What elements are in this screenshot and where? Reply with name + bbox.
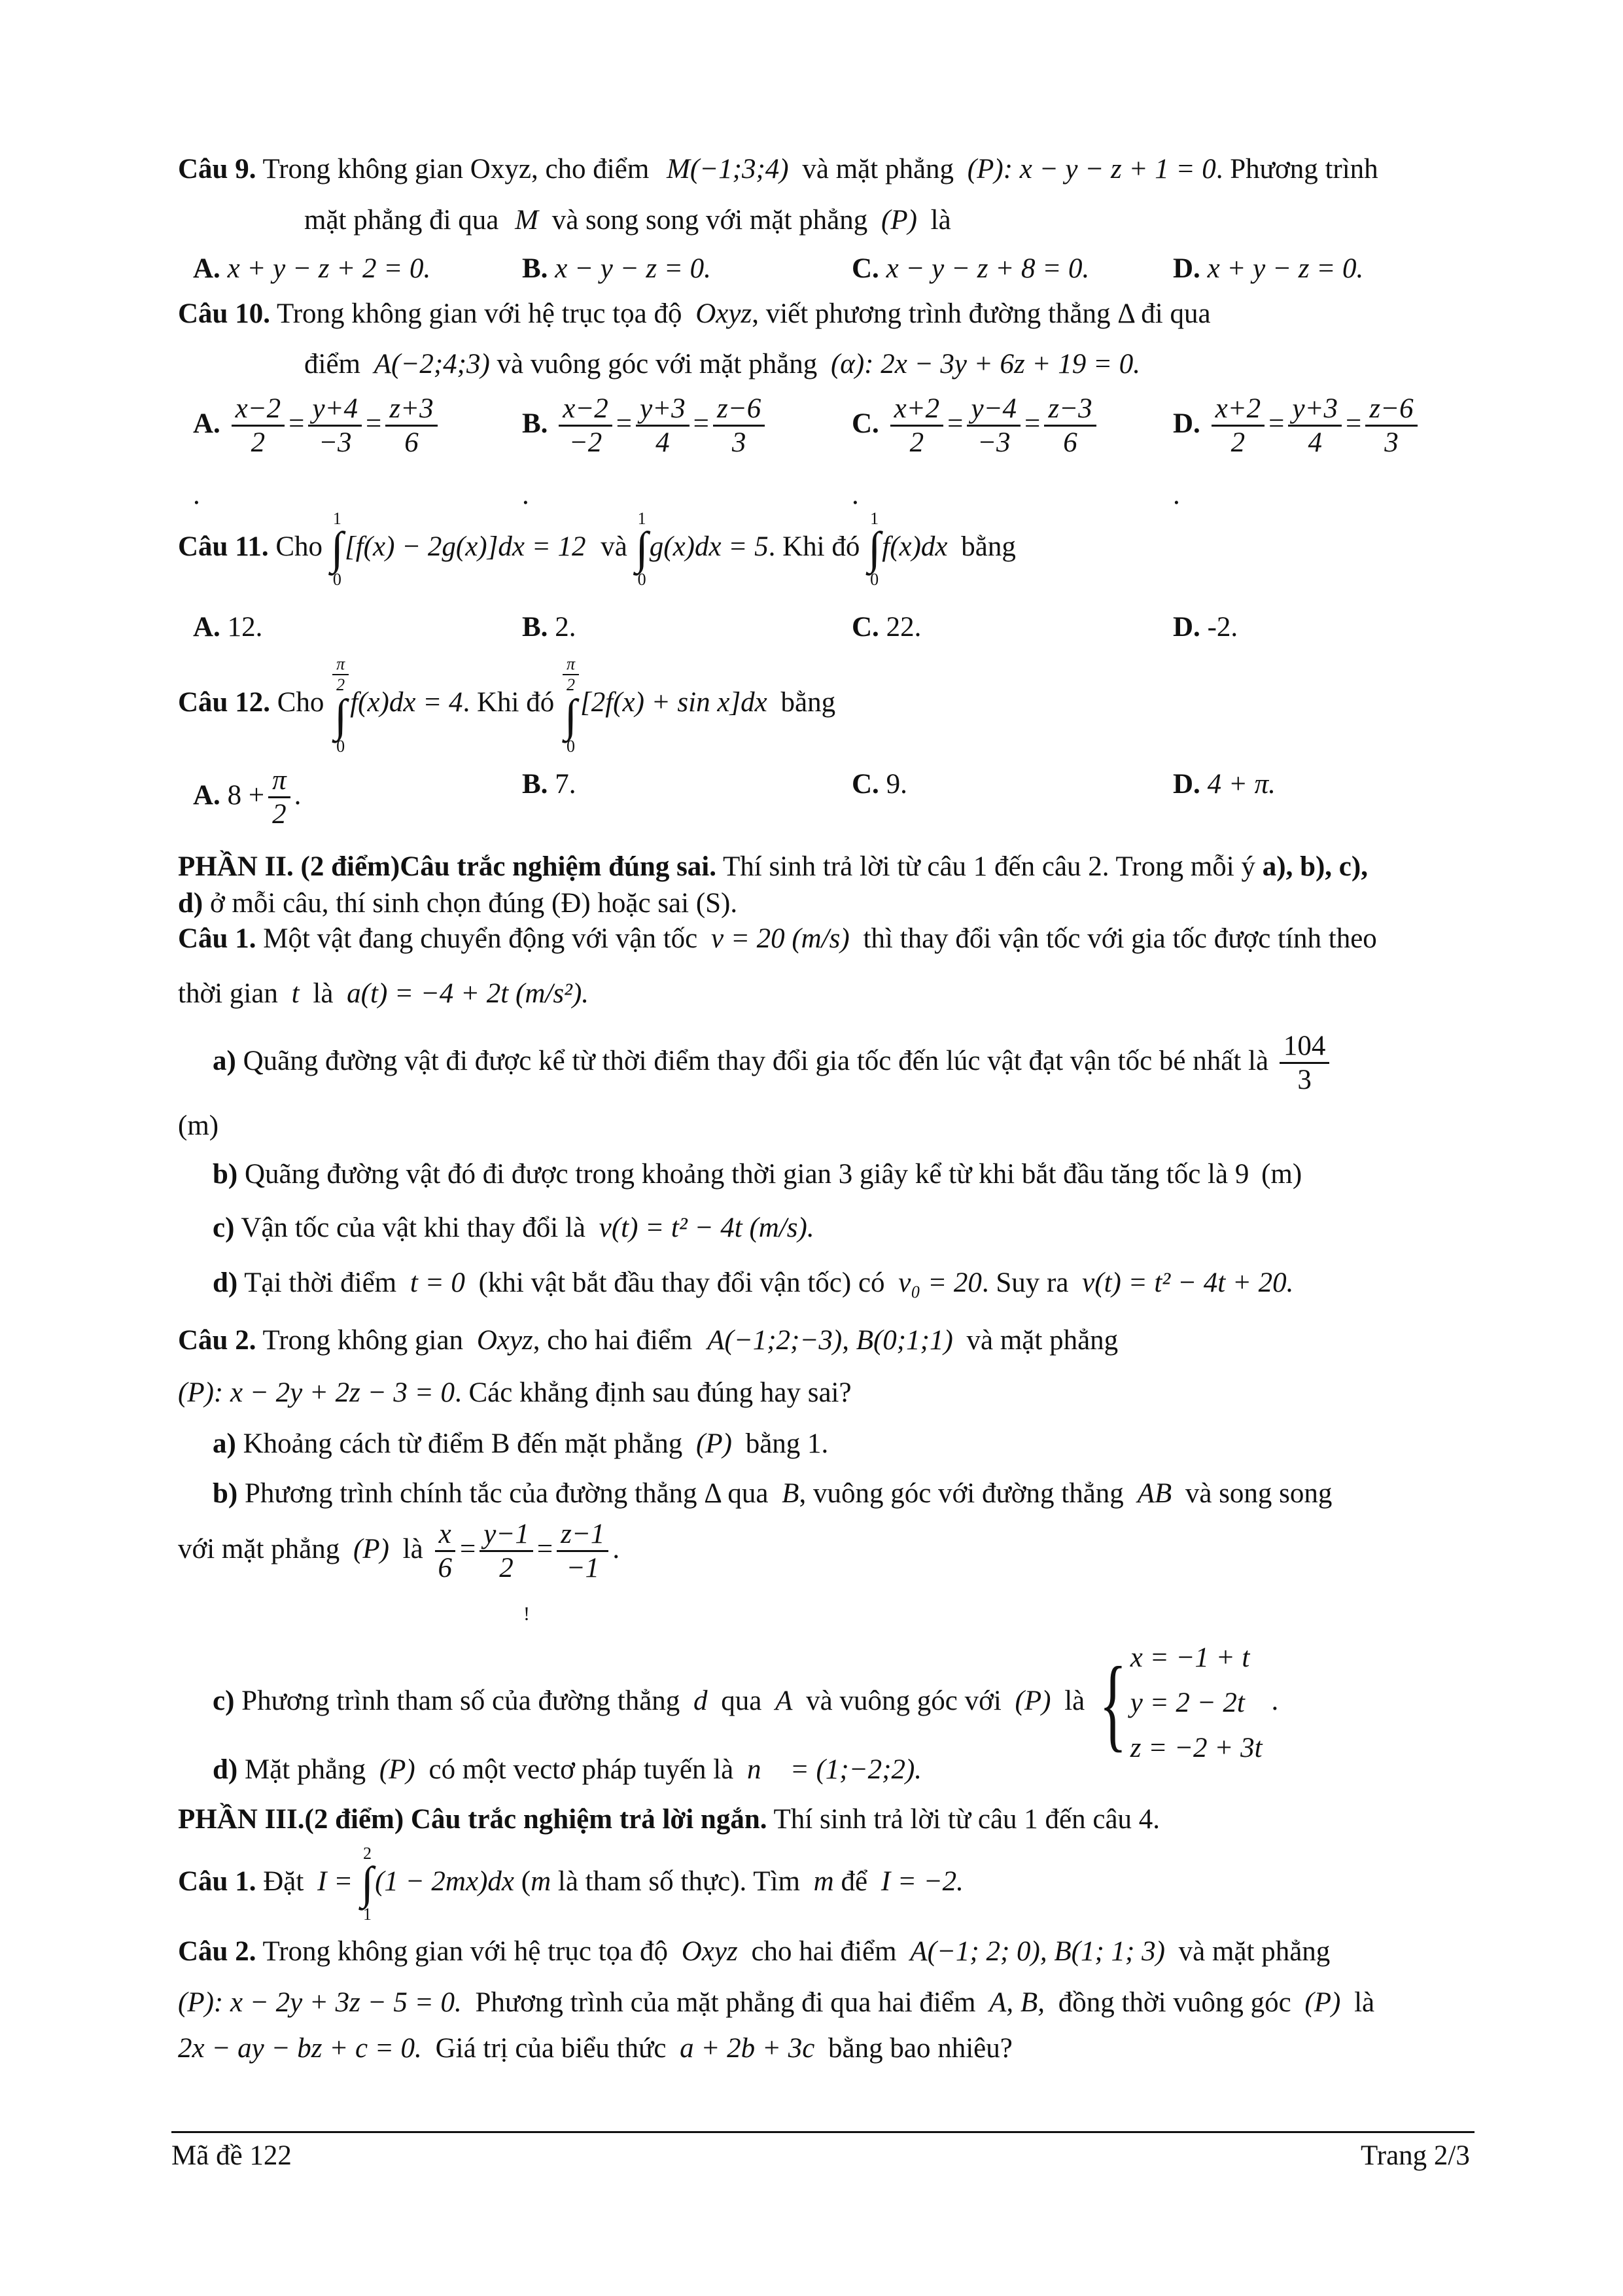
- q11-option-d: D. -2.: [1173, 612, 1238, 643]
- p3c2-line1: Câu 2. Trong không gian với hệ trục tọa độ Oxyz cho hai điểm A(−1; 2; 0), B(1; 1; 3) và mặt phẳng: [178, 1936, 1331, 1967]
- q9-line2: mặt phẳng đi qua M và song song với mặt phẳng (P) là: [304, 205, 951, 236]
- p3c1: Câu 1. Đặt I = 2 ∫ 1 (1 − 2mx)dx (m là tham số thực). Tìm m để I = −2.: [178, 1844, 964, 1924]
- p2c2-a: a) Khoảng cách từ điểm B đến mặt phẳng (P) bằng 1.: [213, 1428, 829, 1459]
- p2c2-line1: Câu 2. Trong không gian Oxyz, cho hai điểm A(−1;2;−3), B(0;1;1) và mặt phẳng: [178, 1325, 1119, 1356]
- q9-option-c: C. x − y − z + 8 = 0.: [852, 253, 1090, 284]
- p2c1-line1: Câu 1. Một vật đang chuyển động với vận tốc v = 20 (m/s) thì thay đổi vận tốc với gia tốc được tính theo: [178, 923, 1377, 954]
- p3c2-line2: (P): x − 2y + 3z − 5 = 0. Phương trình của mặt phẳng đi qua hai điểm A, B, đồng thời vuông góc (P) là: [178, 1987, 1375, 2018]
- p2c1-c: c) Vận tốc của vật khi thay đổi là v(t) = t² − 4t (m/s).: [213, 1212, 814, 1243]
- p2c1-b: b) Quãng đường vật đó đi được trong khoảng thời gian 3 giây kể từ khi bắt đầu tăng tốc là 9 (m): [213, 1159, 1302, 1190]
- part2-title-line: PHẦN II. (2 điểm)Câu trắc nghiệm đúng sai. Thí sinh trả lời từ câu 1 đến câu 2. Trong mỗi ý a), b), c),: [178, 851, 1368, 882]
- q11-option-c: C. 22.: [852, 612, 922, 643]
- part2-title-line2: d) ở mỗi câu, thí sinh chọn đúng (Đ) hoặc sai (S).: [178, 888, 738, 919]
- part3-title-line: PHẦN III.(2 điểm) Câu trắc nghiệm trả lời ngắn. Thí sinh trả lời từ câu 1 đến câu 4.: [178, 1804, 1161, 1835]
- part2-title: PHẦN II. (2 điểm)Câu trắc nghiệm đúng sai.: [178, 851, 717, 882]
- q9-option-b: B. x − y − z = 0.: [522, 253, 711, 284]
- q10-line2: điểm A(−2;4;3) và vuông góc với mặt phẳng (α): 2x − 3y + 6z + 19 = 0.: [304, 349, 1140, 380]
- q10-line1: Câu 10. Trong không gian với hệ trục tọa độ Oxyz, viết phương trình đường thẳng Δ đi qua: [178, 298, 1211, 329]
- q9-option-d: D. x + y − z = 0.: [1173, 253, 1364, 284]
- q12-option-d: D. 4 + π.: [1173, 769, 1276, 800]
- q9-head: Câu 9.: [178, 154, 256, 185]
- p3c2-line3: 2x − ay − bz + c = 0. Giá trị của biểu thức a + 2b + 3c bằng bao nhiêu?: [178, 2033, 1013, 2064]
- footer-code: Mã đề 122: [171, 2140, 292, 2171]
- p2c1-d: d) Tại thời điểm t = 0 (khi vật bắt đầu thay đổi vận tốc) có v₀ = 20. Suy ra v(t) = t² − 4t + 20.: [213, 1267, 1294, 1298]
- p2c1-a: a) Quãng đường vật đi được kể từ thời điểm thay đổi gia tốc đến lúc vật đạt vận tốc bé nhất là $\frac{104}{3}$: [213, 1030, 1333, 1097]
- footer-rule: [171, 2131, 1475, 2133]
- p2c2-c: c) Phương trình tham số của đường thẳng d qua A và vuông góc với (P) là { x = −1 + t y = 2 − 2t z = −2 + 3t .: [213, 1642, 1279, 1763]
- stray-mark: !: [523, 1603, 530, 1625]
- q10-dot-c: .: [852, 480, 859, 510]
- q11-line1: Câu 11. Cho 1 ∫ 0 [f(x) − 2g(x)]dx = 12 và 1 ∫ 0 g(x)dx = 5. Khi đó 1 ∫ 0 f(x)dx bằng: [178, 509, 1016, 589]
- p2c1-line2: thời gian t là a(t) = −4 + 2t (m/s²).: [178, 978, 589, 1009]
- q12-option-a: A. 8 + $\frac{\pi}{2}$ .: [193, 765, 302, 830]
- q12-option-c: C. 9.: [852, 769, 907, 800]
- q10-dot-d: .: [1173, 480, 1180, 510]
- p2c2-b: b) Phương trình chính tắc của đường thẳng Δ qua B, vuông góc với đường thẳng AB và song song: [213, 1478, 1333, 1509]
- part3-title: PHẦN III.(2 điểm) Câu trắc nghiệm trả lời ngắn.: [178, 1804, 767, 1835]
- q10-option-c: C. $\frac{x+2}{2}$ = $\frac{y-4}{-3}$ = $\frac{z-3}{6}$: [852, 393, 1100, 459]
- q12-line1: Câu 12. Cho $\frac{\pi}{2}$ ∫ 0 f(x)dx = 4. Khi đó $\frac{\pi}{2}$ ∫ 0 [2f(x) + sin x]dx bằng: [178, 654, 836, 756]
- q12-option-b: B. 7.: [522, 769, 576, 800]
- footer-page: Trang 2/3: [1361, 2140, 1470, 2171]
- p2c2-b-line2: với mặt phẳng (P) là $\frac{x}{6}$ = $\frac{y-1}{2}$ = $\frac{z-1}{-1}$ .: [178, 1519, 620, 1584]
- q10-option-b: B. $\frac{x-2}{-2}$ = $\frac{y+3}{4}$ = $\frac{z-6}{3}$: [522, 393, 769, 459]
- q11-option-b: B. 2.: [522, 612, 576, 643]
- q11-option-a: A. 12.: [193, 612, 263, 643]
- q10-dot-b: .: [522, 480, 529, 510]
- p2c1-a-unit: (m): [178, 1110, 219, 1141]
- q10-dot-a: .: [193, 480, 200, 510]
- q10-option-a: A. $\frac{x-2}{2}$ = $\frac{y+4}{-3}$ = $\frac{z+3}{6}$: [193, 393, 442, 459]
- q10-option-d: D. $\frac{x+2}{2}$ = $\frac{y+3}{4}$ = $\frac{z-6}{3}$: [1173, 393, 1422, 459]
- p2c2-line2: (P): x − 2y + 2z − 3 = 0. Các khẳng định sau đúng hay sai?: [178, 1377, 852, 1408]
- q9-option-a: A. x + y − z + 2 = 0.: [193, 253, 431, 284]
- p2c2-d: d) Mặt phẳng (P) có một vectơ pháp tuyến là n⃗ = (1;−2;2).: [213, 1754, 922, 1785]
- q9-line1: Câu 9. Trong không gian Oxyz, cho điểm M(−1;3;4) và mặt phẳng (P): x − y − z + 1 = 0. Phương trình: [178, 154, 1378, 185]
